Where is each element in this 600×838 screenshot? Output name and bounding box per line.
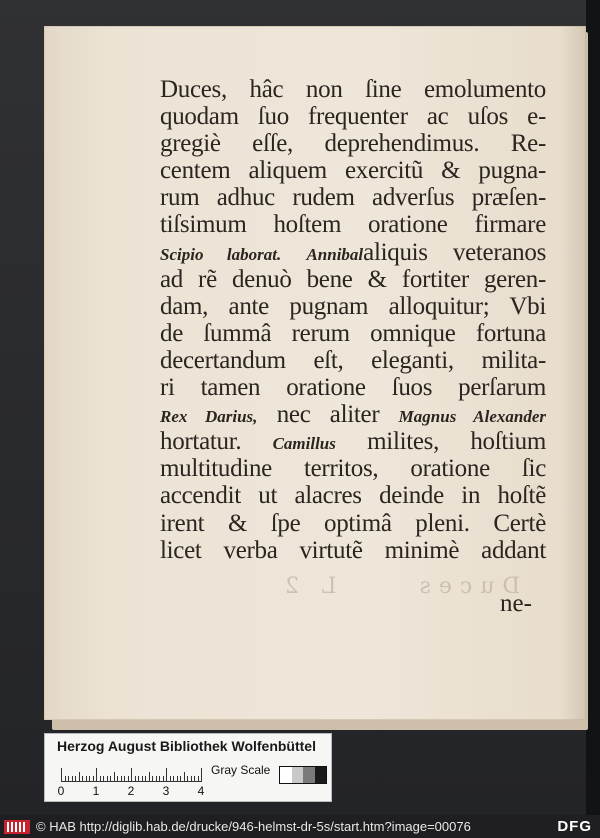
ruler-tick [68, 776, 69, 782]
ruler-tick [159, 776, 160, 782]
text-line: accendit ut alacres deinde in hoſtẽ [160, 482, 546, 510]
text-line: tiſsimum hoſtem oratione firmare [160, 211, 546, 239]
text-line: rum adhuc rudem adverſus præſen- [160, 184, 546, 212]
ruler-tick [75, 776, 76, 782]
gray-scale-label: Gray Scale [211, 763, 271, 777]
scan-edge [586, 0, 600, 815]
gray-swatch [303, 767, 315, 783]
text-span: nec aliter [276, 401, 380, 429]
ruler-number: 2 [127, 784, 135, 798]
text-span: hortatur. [160, 428, 242, 456]
ruler-tick [187, 776, 188, 782]
ruler-tick [124, 776, 125, 782]
catchword: ne- [500, 590, 532, 617]
text-line: centem aliquem exercitũ & pugna- [160, 157, 546, 185]
page-fold-shadow [560, 26, 586, 720]
ruler-tick [121, 776, 122, 782]
text-line: Duces, hâc non ſine emolumento [160, 76, 546, 103]
ruler-tick [82, 776, 83, 782]
marginal-name: Rex Darius, [160, 407, 258, 427]
ruler-tick [191, 776, 192, 782]
ruler-tick [89, 776, 90, 782]
ruler-tick [65, 776, 66, 782]
gray-scale-swatches [279, 766, 327, 784]
ruler-tick [166, 768, 167, 782]
text-line-marginal [160, 428, 546, 455]
page-text-block [160, 76, 546, 564]
dfg-logo: DFG [557, 818, 592, 835]
text-span: aliquis veteranos [363, 238, 546, 266]
ruler-tick [138, 776, 139, 782]
ruler-tick [142, 776, 143, 782]
ruler-tick [117, 776, 118, 782]
text-line: de ſummâ rerum omnique fortuna [160, 319, 546, 347]
text-line: gregiè eſſe, deprehendimus. Re- [160, 130, 546, 158]
ruler-tick [128, 776, 129, 782]
ruler-tick [149, 772, 150, 782]
ruler-tick [170, 776, 171, 782]
ruler-tick [177, 776, 178, 782]
ruler-tick [184, 772, 185, 782]
ruler-tick [93, 776, 94, 782]
ruler-tick [152, 776, 153, 782]
ruler-tick [198, 776, 199, 782]
ruler-tick [156, 776, 157, 782]
ruler-number: 3 [162, 784, 170, 798]
ruler-tick [96, 768, 97, 782]
hab-logo-icon [4, 820, 30, 834]
text-line: ri tamen oratione ſuos perſarum [160, 374, 546, 402]
gray-swatch [292, 767, 304, 783]
ruler-tick [61, 768, 62, 782]
text-line: decertandum eſt, eleganti, milita- [160, 346, 546, 374]
library-title: Herzog August Bibliothek Wolfenbüttel [57, 738, 316, 754]
ruler-tick [72, 776, 73, 782]
ruler-tick [103, 776, 104, 782]
text-line: dam, ante pugnam alloquitur; Vbi [160, 292, 546, 320]
ruler-number: 0 [57, 784, 65, 798]
ruler-tick [173, 776, 174, 782]
ruler-number: 4 [197, 784, 205, 798]
color-card [44, 733, 332, 802]
ruler-tick [194, 776, 195, 782]
ruler-tick [100, 776, 101, 782]
ruler-tick [107, 776, 108, 782]
ruler [61, 764, 201, 782]
marginal-name: Camillus [272, 434, 336, 454]
marginal-name: Annibal [306, 244, 364, 264]
ruler-tick [145, 776, 146, 782]
ruler-tick [201, 768, 202, 782]
ruler-tick [86, 776, 87, 782]
text-line: quodam ſuo frequenter ac uſos e- [160, 103, 546, 131]
copyright-text: © HAB http://diglib.hab.de/drucke/946-helmst-dr-5s/start.htm?image=00076 [36, 819, 471, 834]
text-line-marginal [160, 239, 546, 266]
ruler-tick [79, 772, 80, 782]
ruler-tick [131, 768, 132, 782]
text-span: milites, hoſtium [367, 428, 547, 456]
text-line: irent & ſpe optimâ pleni. Certè [160, 509, 546, 537]
ruler-tick [135, 776, 136, 782]
ruler-tick [180, 776, 181, 782]
marginal-name: Magnus Alexander [398, 407, 546, 427]
bleed-through-text [120, 574, 520, 630]
text-line: licet verba virtutẽ minimè addant [160, 536, 546, 564]
bleed-signature: L 2 [276, 574, 337, 599]
gray-swatch [280, 767, 292, 783]
bleed-word: Duces [411, 574, 520, 599]
ruler-tick [114, 772, 115, 782]
ruler-tick [110, 776, 111, 782]
footer-bar [0, 815, 600, 838]
text-line: ad rẽ denuò bene & fortiter geren- [160, 265, 546, 293]
marginal-name: Scipio laborat. [160, 244, 282, 264]
ruler-number: 1 [92, 784, 100, 798]
gray-swatch [315, 767, 327, 783]
text-line: multitudine territos, oratione ſic [160, 455, 546, 483]
text-line-marginal [160, 401, 546, 428]
ruler-tick [163, 776, 164, 782]
